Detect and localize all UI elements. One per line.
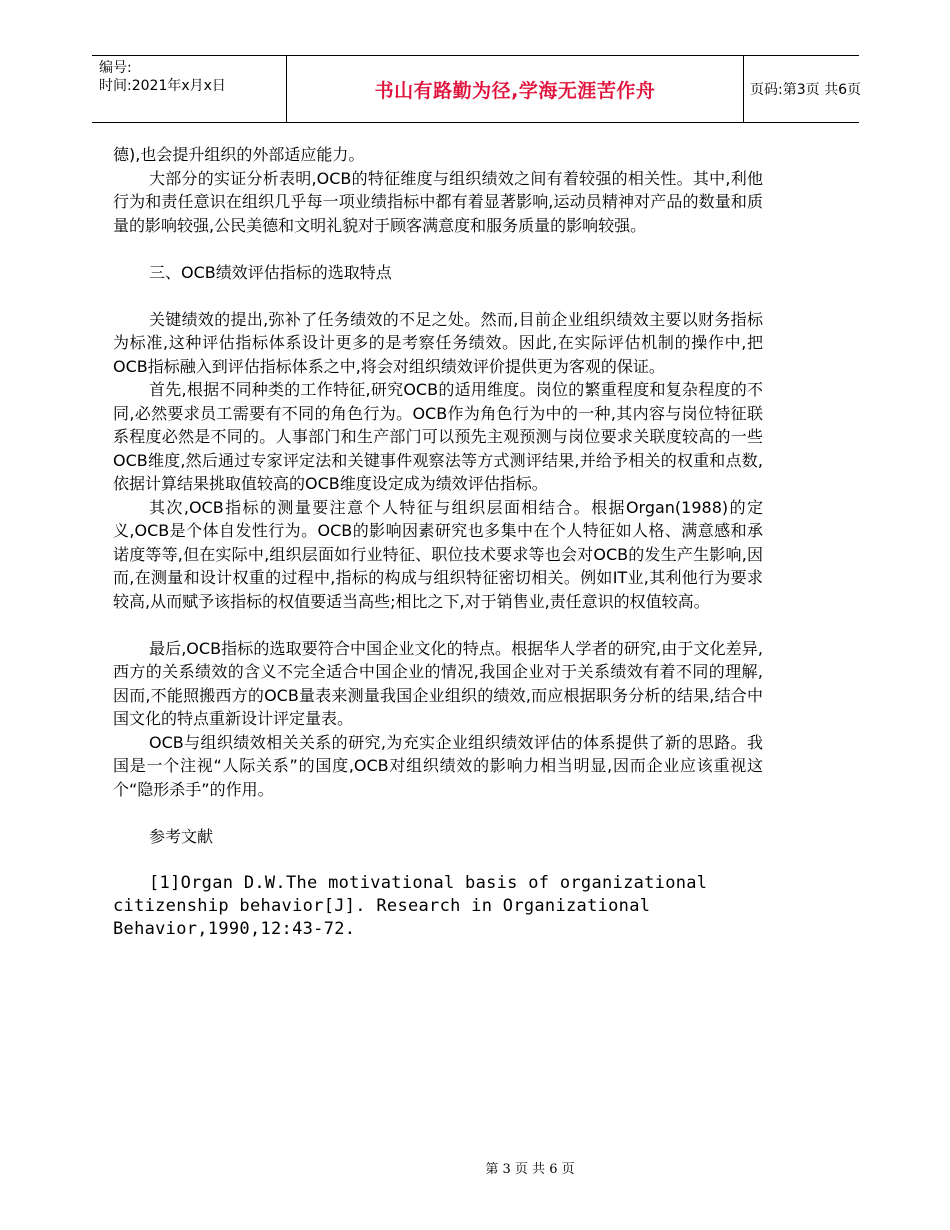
references-heading: 参考文献 — [149, 826, 214, 846]
header-meta — [92, 56, 286, 122]
reference-1: [1]Organ D.W.The motivational basis of organizational citizenship behavior[J]. Research in Organizational Behavior,1990,12:43-72. — [113, 872, 708, 939]
time-label: 时间:2021年x月x日 — [99, 78, 226, 94]
section-heading: 三、OCB绩效评估指标的选取特点 — [149, 262, 392, 282]
page-footer — [0, 1158, 950, 1177]
paragraph-7: OCB与组织绩效相关关系的研究,为充实企业组织绩效评估的体系提供了新的思路。我国是一个注视“人际关系”的国度,OCB对组织绩效的影响力相当明显,因而企业应该重视这个“隐形杀手”的作用。 — [113, 732, 763, 799]
serial-label: 编号: — [99, 60, 132, 76]
paragraph-5: 其次,OCB指标的测量要注意个人特征与组织层面相结合。根据Organ(1988)的定义,OCB是个体自发性行为。OCB的影响因素研究也多集中在个人特征如人格、满意感和承诺度等等,但在实际中,组织层面如行业特征、职位技术要求等也会对OCB的发生产生影响,因而,在测量和设计权重的过程中,指标的构成与组织特征密切相关。例如IT业,其利他行为要求较高,从而赋予该指标的权值要适当高些;相比之下,对于销售业,责任意识的权值较高。 — [113, 497, 763, 611]
header-motto-cell — [286, 56, 744, 122]
header-page-info: 页码:第3页 共6页 — [750, 82, 861, 98]
paragraph-3: 关键绩效的提出,弥补了任务绩效的不足之处。然而,目前企业组织绩效主要以财务指标为标准,这种评估指标体系设计更多的是考察任务绩效。因此,在实际评估机制的操作中,把OCB指标融入到评估指标体系之中,将会对组织绩效评价提供更为客观的保证。 — [113, 309, 763, 376]
footer-page-number: 第 3 页 共 6 页 — [485, 1162, 575, 1177]
paragraph-4: 首先,根据不同种类的工作特征,研究OCB的适用维度。岗位的繁重程度和复杂程度的不同,必然要求员工需要有不同的角色行为。OCB作为角色行为中的一种,其内容与岗位特征联系程度必然是不同的。人事部门和生产部门可以预先主观预测与岗位要求关联度较高的一些OCB维度,然后通过专家评定法和关键事件观察法等方式测评结果,并给予相关的权重和点数,依据计算结果挑取值较高的OCB维度设定成为绩效评估指标。 — [113, 380, 763, 493]
header-motto: 书山有路勤为径,学海无涯苦作舟 — [374, 79, 656, 102]
header-page-cell — [743, 56, 859, 122]
paragraph-2: 大部分的实证分析表明,OCB的特征维度与组织绩效之间有着较强的相关性。其中,利他行为和责任意识在组织几乎每一项业绩指标中都有着显著影响,运动员精神对产品的数量和质量的影响较强,公民美德和文明礼貌对于顾客满意度和服务质量的影响较强。 — [113, 168, 763, 235]
page-header — [92, 55, 859, 123]
document-body — [113, 143, 763, 941]
paragraph-6: 最后,OCB指标的选取要符合中国企业文化的特点。根据华人学者的研究,由于文化差异,西方的关系绩效的含义不完全适合中国企业的情况,我国企业对于关系绩效有着不同的理解,因而,不能照搬西方的OCB量表来测量我国企业组织的绩效,而应根据职务分析的结果,结合中国文化的特点重新设计评定量表。 — [113, 638, 763, 728]
paragraph-1: 德),也会提升组织的外部适应能力。 — [113, 145, 365, 164]
